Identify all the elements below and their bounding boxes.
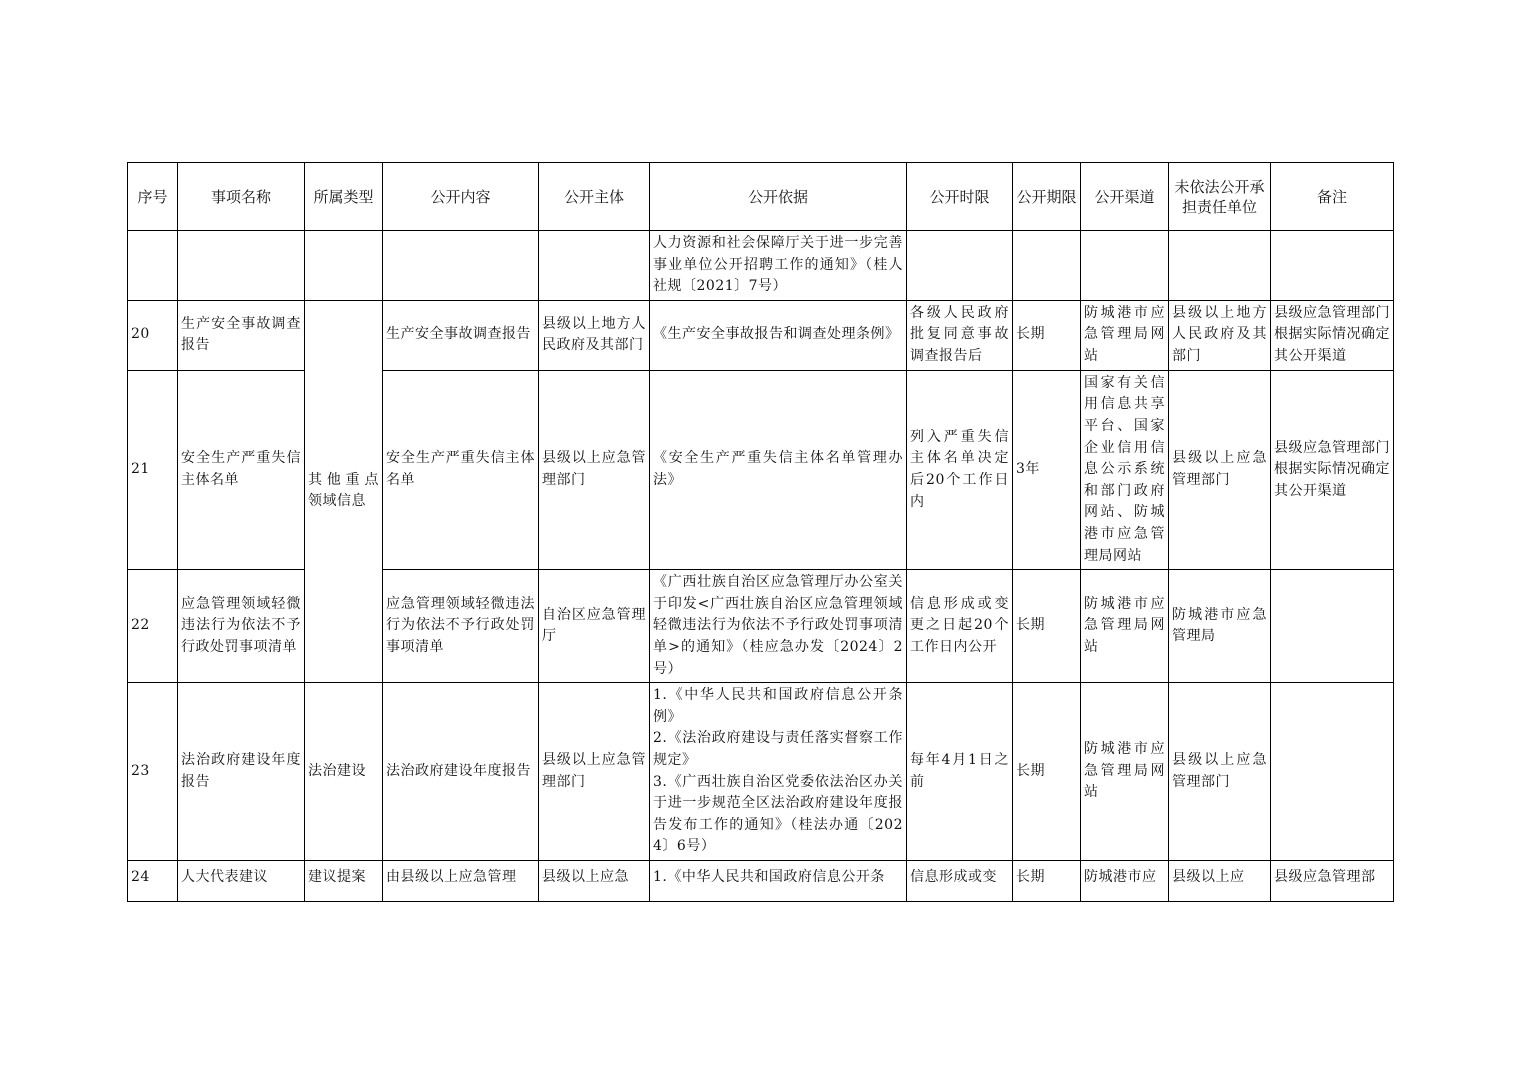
cell-content xyxy=(383,860,539,901)
cell-note xyxy=(1271,570,1394,683)
cell-seq xyxy=(128,231,178,301)
cell-type xyxy=(305,860,383,901)
cell-seq: 21 xyxy=(128,370,178,569)
cell-period: 长期 xyxy=(1013,683,1081,861)
cell-time-limit xyxy=(907,231,1013,301)
cell-seq: 23 xyxy=(128,683,178,861)
cell-name: 应急管理领域轻微违法行为依法不予行政处罚事项清单 xyxy=(178,570,305,683)
cell-time-limit-text: 信息形成或变 xyxy=(910,868,997,885)
cell-subject xyxy=(539,860,650,901)
cell-type: 法治建设 xyxy=(305,683,383,861)
cell-basis: 《生产安全事故报告和调查处理条例》 xyxy=(650,300,907,370)
cell-type xyxy=(305,231,383,301)
cell-responsible: 县级以上应急管理部门 xyxy=(1169,683,1271,861)
cell-name-text: 人大代表建议 xyxy=(181,868,268,885)
cell-subject: 县级以上应急管理部门 xyxy=(539,370,650,569)
cell-name xyxy=(178,860,305,901)
col-header-name: 事项名称 xyxy=(178,163,305,231)
cell-seq-text: 24 xyxy=(131,868,150,885)
cell-responsible: 县级以上应急管理部门 xyxy=(1169,370,1271,569)
cell-time-limit: 各级人民政府批复同意事故调查报告后 xyxy=(907,300,1013,370)
cell-type-merged: 其他重点领域信息 xyxy=(305,300,383,682)
cell-subject-text: 县级以上应急 xyxy=(542,868,629,885)
col-header-subject: 公开主体 xyxy=(539,163,650,231)
cell-channel: 国家有关信用信息共享平台、国家企业信用信息公示系统和部门政府网站、防城港市应急管理局网站 xyxy=(1081,370,1169,569)
table-row xyxy=(128,860,1394,901)
cell-responsible-text: 县级以上应 xyxy=(1172,868,1245,885)
col-header-responsible: 未依法公开承担责任单位 xyxy=(1169,163,1271,231)
disclosure-table xyxy=(127,162,1394,902)
cell-name xyxy=(178,231,305,301)
cell-time-limit: 信息形成或变更之日起20个工作日内公开 xyxy=(907,570,1013,683)
cell-note xyxy=(1271,683,1394,861)
cell-channel: 防城港市应急管理局网站 xyxy=(1081,683,1169,861)
col-header-time-limit: 公开时限 xyxy=(907,163,1013,231)
cell-subject: 县级以上应急管理部门 xyxy=(539,683,650,861)
table-row xyxy=(128,231,1394,301)
cell-basis: 人力资源和社会保障厅关于进一步完善事业单位公开招聘工作的通知》（桂人社规〔2021〕7号） xyxy=(650,231,907,301)
cell-subject: 自治区应急管理厅 xyxy=(539,570,650,683)
cell-basis: 《广西壮族自治区应急管理厅办公室关于印发<广西壮族自治区应急管理领域轻微违法行为依法不予行政处罚事项清单>的通知》（桂应急办发〔2024〕2号） xyxy=(650,570,907,683)
col-header-note: 备注 xyxy=(1271,163,1394,231)
cell-name: 生产安全事故调查报告 xyxy=(178,300,305,370)
cell-time-limit: 每年4月1日之前 xyxy=(907,683,1013,861)
cell-period xyxy=(1013,860,1081,901)
cell-content-text: 由县级以上应急管理 xyxy=(386,868,517,885)
cell-seq: 22 xyxy=(128,570,178,683)
cell-period-text: 长期 xyxy=(1016,868,1045,885)
cell-basis-text: 1.《中华人民共和国政府信息公开条 xyxy=(653,868,885,885)
cell-basis: 1.《中华人民共和国政府信息公开条例》 2.《法治政府建设与责任落实督察工作规定》 3.《广西壮族自治区党委依法治区办关于进一步规范全区法治政府建设年度报告发布工作的通知》（桂法办通〔2024〕6号） xyxy=(650,683,907,861)
table-row xyxy=(128,683,1394,861)
cell-content: 应急管理领域轻微违法行为依法不予行政处罚事项清单 xyxy=(383,570,539,683)
cell-content xyxy=(383,231,539,301)
col-header-basis: 公开依据 xyxy=(650,163,907,231)
cell-period: 3年 xyxy=(1013,370,1081,569)
cell-subject: 县级以上地方人民政府及其部门 xyxy=(539,300,650,370)
cell-channel: 防城港市应急管理局网站 xyxy=(1081,300,1169,370)
cell-content: 生产安全事故调查报告 xyxy=(383,300,539,370)
cell-responsible: 防城港市应急管理局 xyxy=(1169,570,1271,683)
cell-channel-text: 防城港市应 xyxy=(1084,868,1157,885)
cell-content: 法治政府建设年度报告 xyxy=(383,683,539,861)
cell-responsible xyxy=(1169,860,1271,901)
header-row xyxy=(128,163,1394,231)
cell-content: 安全生产严重失信主体名单 xyxy=(383,370,539,569)
cell-note-text: 县级应急管理部 xyxy=(1274,868,1376,885)
cell-channel xyxy=(1081,860,1169,901)
table-row xyxy=(128,300,1394,370)
cell-period: 长期 xyxy=(1013,300,1081,370)
cell-note xyxy=(1271,231,1394,301)
col-header-type: 所属类型 xyxy=(305,163,383,231)
cell-type-text: 建议提案 xyxy=(308,868,366,885)
col-header-channel: 公开渠道 xyxy=(1081,163,1169,231)
cell-channel xyxy=(1081,231,1169,301)
cell-responsible xyxy=(1169,231,1271,301)
cell-time-limit: 列入严重失信主体名单决定后20个工作日内 xyxy=(907,370,1013,569)
cell-name: 安全生产严重失信主体名单 xyxy=(178,370,305,569)
cell-subject xyxy=(539,231,650,301)
col-header-seq: 序号 xyxy=(128,163,178,231)
cell-period xyxy=(1013,231,1081,301)
cell-note: 县级应急管理部门根据实际情况确定其公开渠道 xyxy=(1271,300,1394,370)
cell-period: 长期 xyxy=(1013,570,1081,683)
cell-basis xyxy=(650,860,907,901)
col-header-content: 公开内容 xyxy=(383,163,539,231)
col-header-period: 公开期限 xyxy=(1013,163,1081,231)
cell-note xyxy=(1271,860,1394,901)
cell-channel: 防城港市应急管理局网站 xyxy=(1081,570,1169,683)
cell-time-limit xyxy=(907,860,1013,901)
cell-responsible: 县级以上地方人民政府及其部门 xyxy=(1169,300,1271,370)
cell-seq xyxy=(128,860,178,901)
cell-name: 法治政府建设年度报告 xyxy=(178,683,305,861)
cell-note: 县级应急管理部门根据实际情况确定其公开渠道 xyxy=(1271,370,1394,569)
cell-seq: 20 xyxy=(128,300,178,370)
cell-basis: 《安全生产严重失信主体名单管理办法》 xyxy=(650,370,907,569)
